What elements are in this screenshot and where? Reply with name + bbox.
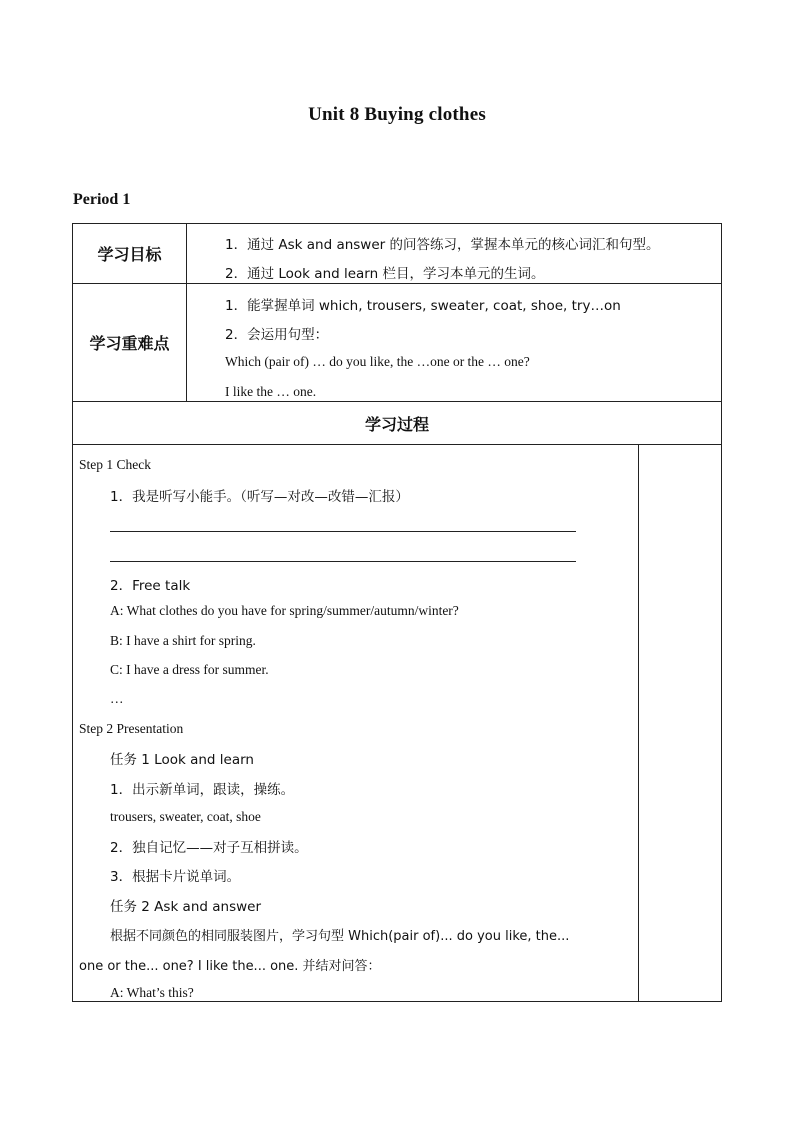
process-header-row [72, 401, 722, 444]
goal-line: 1．通过 Ask and answer 的问答练习，掌握本单元的核心词汇和句型。 [225, 237, 660, 253]
process-line: 2．独自记忆——对子互相拼读。 [110, 840, 308, 856]
period-heading: Period 1 [73, 191, 131, 208]
dictation-line [110, 561, 576, 562]
task-heading: 任务 2 Ask and answer [110, 899, 261, 915]
key-points-row [72, 283, 722, 401]
goals-row [72, 223, 722, 283]
goal-line: 2．通过 Look and learn 栏目，学习本单元的生词。 [225, 266, 545, 282]
process-line: trousers, sweater, coat, shoe [110, 809, 261, 824]
key-points-label: 学习重难点 [73, 284, 187, 401]
process-line: A: What’s this? [110, 985, 194, 1000]
process-line: 3．根据卡片说单词。 [110, 869, 241, 885]
process-header: 学习过程 [364, 414, 429, 434]
dictation-line [110, 531, 576, 532]
process-line: 根据不同颜色的相同服装图片，学习句型 Which(pair of)... do you like, the... [110, 929, 570, 944]
process-line: B: I have a shirt for spring. [110, 633, 256, 648]
key-point-line: Which (pair of) … do you like, the …one or the … one? [225, 354, 530, 369]
key-point-line: 2．会运用句型： [225, 327, 329, 343]
process-content [73, 445, 638, 1001]
process-line: A: What clothes do you have for spring/summer/autumn/winter? [110, 603, 459, 618]
goals-label: 学习目标 [73, 224, 187, 283]
document-title: Unit 8 Buying clothes [308, 104, 486, 125]
notes-column-divider [638, 445, 639, 1001]
process-line: 1．我是听写小能手。（听写—对改—改错—汇报） [110, 489, 409, 505]
step-heading: Step 1 Check [79, 457, 151, 472]
process-line: 2．Free talk [110, 578, 191, 594]
key-point-line: I like the … one. [225, 384, 317, 399]
key-point-line: 1．能掌握单词 which, trousers, sweater, coat, shoe, try…on [225, 298, 621, 314]
process-line: C: I have a dress for summer. [110, 662, 269, 677]
process-line: one or the... one? I like the... one. 并结对问答： [79, 959, 381, 974]
process-row [72, 444, 722, 1002]
task-heading: 任务 1 Look and learn [110, 752, 254, 768]
process-line: … [110, 691, 124, 706]
step-heading: Step 2 Presentation [79, 721, 184, 736]
process-line: 1．出示新单词，跟读，操练。 [110, 782, 295, 798]
